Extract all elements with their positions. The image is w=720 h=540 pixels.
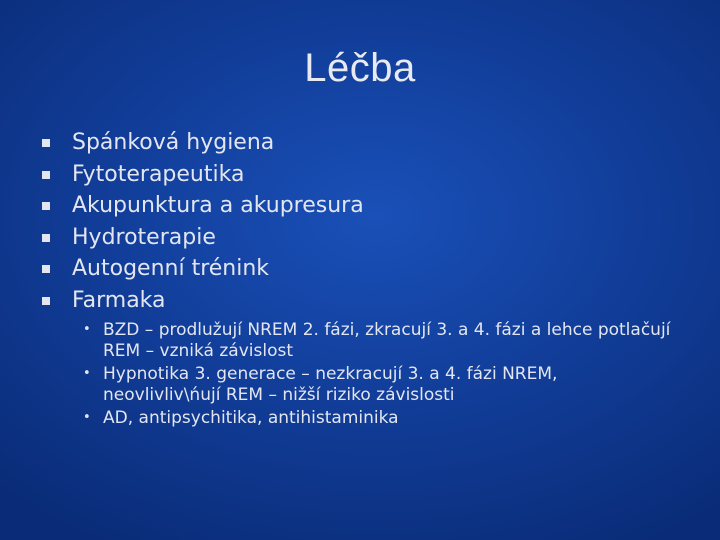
sub-list-item — [80, 364, 680, 405]
sub-list-item — [80, 320, 680, 361]
list-item — [42, 253, 364, 285]
sub-list-item — [80, 408, 680, 429]
bullet-text: Akupunktura a akupresura — [72, 193, 364, 218]
list-item — [42, 285, 364, 317]
slide-title: Léčba — [304, 46, 416, 90]
bullet-text: Autogenní trénink — [72, 256, 270, 281]
bullet-text: Hydroterapie — [72, 224, 216, 250]
list-item — [42, 222, 364, 254]
dot-bullet-icon: • — [83, 322, 91, 337]
square-bullet-icon — [42, 265, 50, 273]
dot-bullet-icon: • — [83, 366, 91, 381]
square-bullet-icon — [42, 139, 50, 147]
square-bullet-icon — [42, 234, 50, 242]
sub-bullet-text: AD, antipsychitika, antihistaminika — [103, 408, 399, 428]
bullet-text: Spánková hygiena — [72, 130, 275, 155]
square-bullet-icon — [42, 297, 50, 305]
sub-bullet-text: BZD – prodlužují NREM 2. fázi, zkracují 3. a 4. fázi a lehce potlačují REM – vzniká závislost — [103, 320, 671, 361]
square-bullet-icon — [42, 202, 50, 210]
dot-bullet-icon: • — [83, 410, 91, 425]
sub-bullet-list — [80, 320, 680, 432]
sub-bullet-text: Hypnotika 3. generace – nezkracují 3. a 4. fázi NREM, neovlivliv\ńují REM – nižší riziko závislosti — [103, 364, 558, 405]
square-bullet-icon — [42, 171, 50, 179]
list-item — [42, 190, 364, 222]
bullet-text: Fytoterapeutika — [72, 161, 245, 187]
bullet-text: Farmaka — [72, 287, 166, 313]
list-item — [42, 127, 364, 159]
list-item — [42, 159, 364, 191]
bullet-list — [42, 127, 364, 316]
